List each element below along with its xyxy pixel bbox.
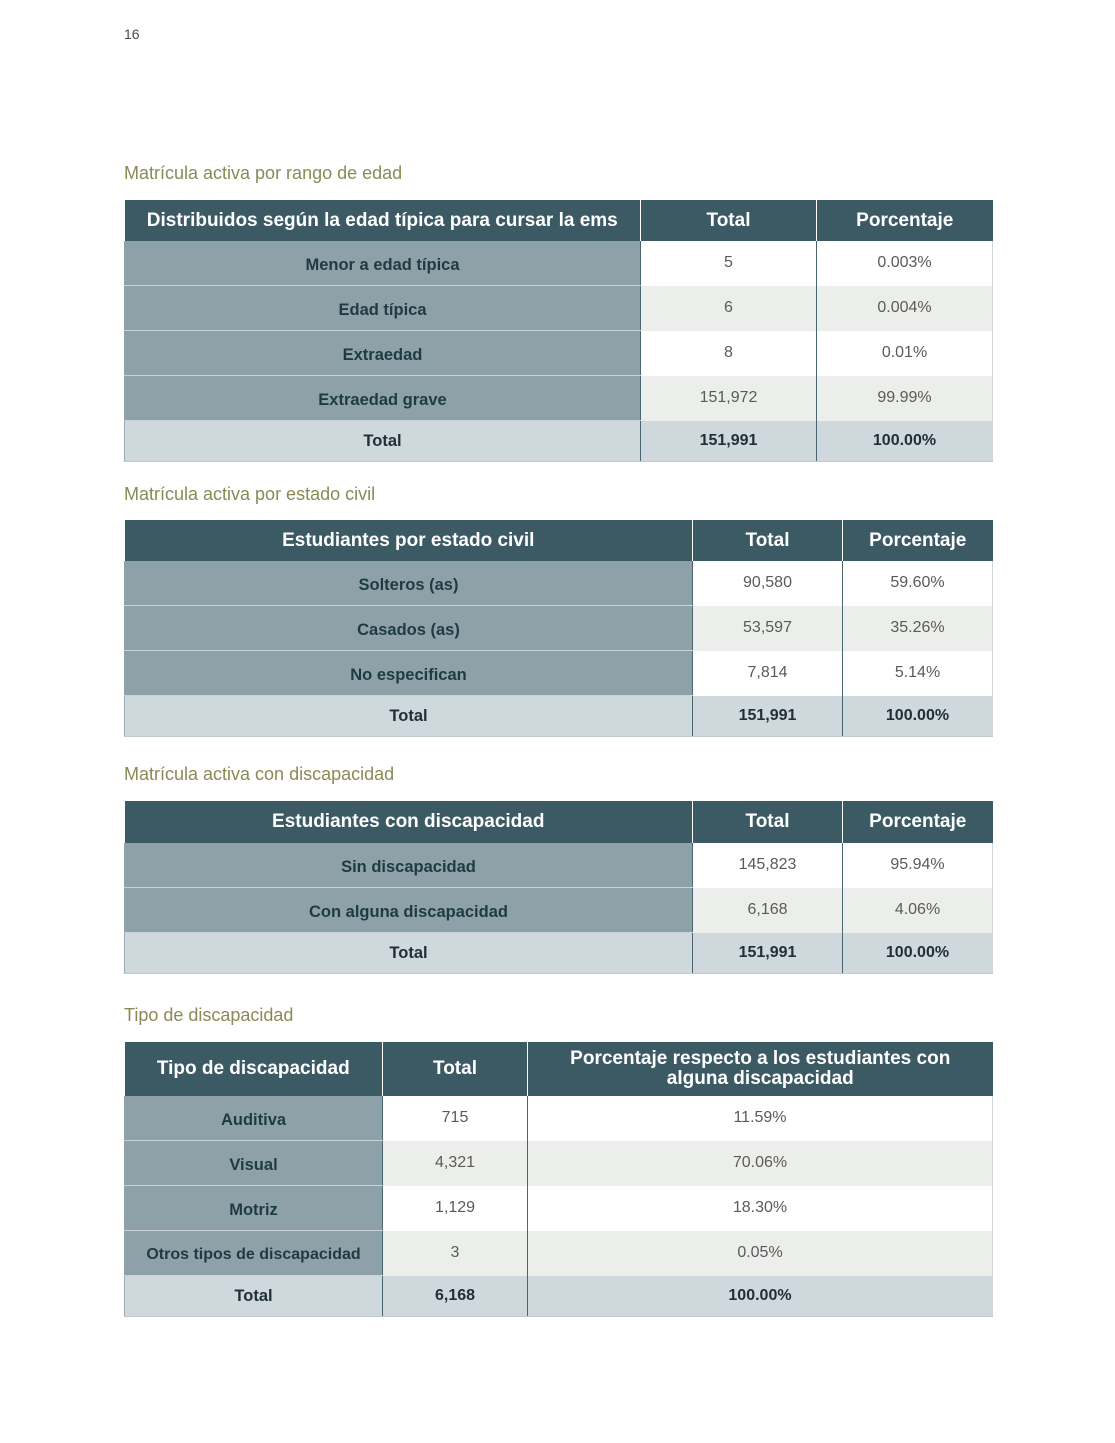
total-cell: 90,580: [693, 561, 843, 606]
table-edad: [124, 200, 993, 462]
section-title-estado-civil: Matrícula activa por estado civil: [124, 484, 376, 504]
total-cell: 1,129: [383, 1186, 528, 1231]
table-header-row: [125, 520, 993, 561]
column-header: Estudiantes por estado civil: [125, 520, 693, 561]
column-header: Tipo de discapacidad: [125, 1042, 383, 1096]
column-header: Porcentaje respecto a los estudiantes con alguna discapacidad: [528, 1042, 993, 1096]
table-tipo-discapacidad: [124, 1042, 993, 1317]
percent-cell: 95.94%: [843, 843, 993, 888]
percent-cell: 5.14%: [843, 651, 993, 696]
row-label: Visual: [125, 1141, 383, 1186]
total-cell: 6,168: [383, 1276, 528, 1317]
column-header: Total: [693, 520, 843, 561]
percent-cell: 0.05%: [528, 1231, 993, 1276]
percent-cell: 35.26%: [843, 606, 993, 651]
total-cell: 151,991: [693, 696, 843, 737]
percent-cell: 11.59%: [528, 1096, 993, 1141]
percent-cell: 100.00%: [843, 933, 993, 974]
table-row: [125, 1096, 993, 1141]
row-label: Auditiva: [125, 1096, 383, 1141]
column-header: Porcentaje: [843, 520, 993, 561]
percent-cell: 100.00%: [528, 1276, 993, 1317]
table-row: [125, 1141, 993, 1186]
table-discapacidad: [124, 801, 993, 974]
total-label: Total: [125, 421, 641, 462]
percent-cell: 100.00%: [817, 421, 993, 462]
table-header-row: [125, 200, 993, 241]
total-label: Total: [125, 1276, 383, 1317]
column-header: Porcentaje: [843, 801, 993, 843]
total-cell: 53,597: [693, 606, 843, 651]
percent-cell: 0.003%: [817, 241, 993, 286]
total-cell: 151,972: [641, 376, 817, 421]
row-label: Solteros (as): [125, 561, 693, 606]
table-row: [125, 286, 993, 331]
total-cell: 4,321: [383, 1141, 528, 1186]
total-label: Total: [125, 933, 693, 974]
row-label: Con alguna discapacidad: [125, 888, 693, 933]
total-cell: 5: [641, 241, 817, 286]
table-header-row: [125, 801, 993, 843]
column-header: Porcentaje: [817, 200, 993, 241]
row-label: Otros tipos de discapacidad: [125, 1231, 383, 1276]
total-cell: 3: [383, 1231, 528, 1276]
percent-cell: 70.06%: [528, 1141, 993, 1186]
row-label: No especifican: [125, 651, 693, 696]
section-title-edad: Matrícula activa por rango de edad: [124, 163, 403, 183]
percent-cell: 59.60%: [843, 561, 993, 606]
column-header: Total: [693, 801, 843, 843]
total-cell: 6: [641, 286, 817, 331]
percent-cell: 99.99%: [817, 376, 993, 421]
table-row: [125, 1231, 993, 1276]
section-title-discapacidad: Matrícula activa con discapacidad: [124, 764, 395, 784]
table-total-row: [125, 421, 993, 462]
total-cell: 715: [383, 1096, 528, 1141]
total-cell: 151,991: [641, 421, 817, 462]
row-label: Extraedad: [125, 331, 641, 376]
column-header: Estudiantes con discapacidad: [125, 801, 693, 843]
column-header: Total: [383, 1042, 528, 1096]
table-row: [125, 376, 993, 421]
table-row: [125, 606, 993, 651]
table-total-row: [125, 1276, 993, 1317]
table-row: [125, 331, 993, 376]
table-header-row: [125, 1042, 993, 1096]
row-label: Casados (as): [125, 606, 693, 651]
table-estado-civil: [124, 520, 993, 737]
table-total-row: [125, 933, 993, 974]
row-label: Edad típica: [125, 286, 641, 331]
section-title-tipo-discapacidad: Tipo de discapacidad: [124, 1005, 294, 1025]
total-cell: 8: [641, 331, 817, 376]
total-cell: 6,168: [693, 888, 843, 933]
page-number: 16: [124, 26, 140, 42]
percent-cell: 100.00%: [843, 696, 993, 737]
table-row: [125, 651, 993, 696]
row-label: Extraedad grave: [125, 376, 641, 421]
row-label: Sin discapacidad: [125, 843, 693, 888]
row-label: Motriz: [125, 1186, 383, 1231]
percent-cell: 0.004%: [817, 286, 993, 331]
table-row: [125, 1186, 993, 1231]
total-cell: 7,814: [693, 651, 843, 696]
percent-cell: 0.01%: [817, 331, 993, 376]
row-label: Menor a edad típica: [125, 241, 641, 286]
table-row: [125, 888, 993, 933]
table-total-row: [125, 696, 993, 737]
table-row: [125, 843, 993, 888]
percent-cell: 4.06%: [843, 888, 993, 933]
percent-cell: 18.30%: [528, 1186, 993, 1231]
column-header: Distribuidos según la edad típica para cursar la ems: [125, 200, 641, 241]
total-cell: 151,991: [693, 933, 843, 974]
table-row: [125, 241, 993, 286]
column-header: Total: [641, 200, 817, 241]
total-label: Total: [125, 696, 693, 737]
total-cell: 145,823: [693, 843, 843, 888]
table-row: [125, 561, 993, 606]
